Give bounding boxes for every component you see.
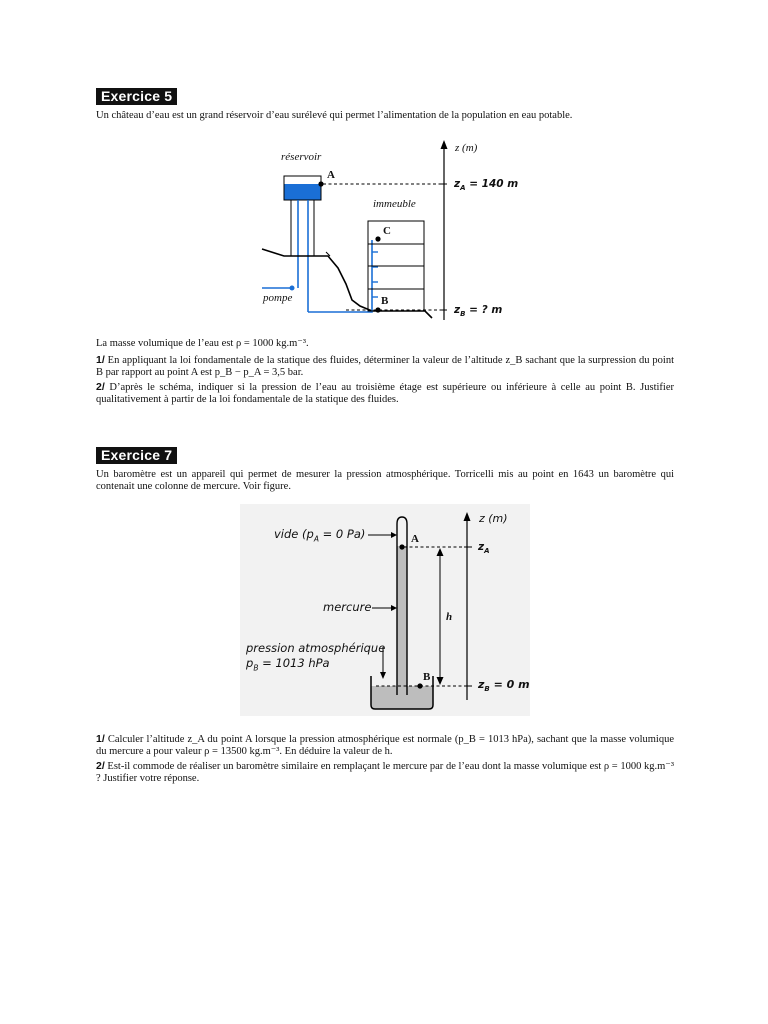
baro-label-B: B [423, 671, 431, 683]
label-zA-140: $z_A = 140$ m [454, 178, 519, 193]
exercise-7-intro: Un baromètre est un appareil qui permet de mesurer la pression atmosphérique. Torricelli mis au point en 1643 un baromètre qui contenait une colonne de mercure. Voir figure. [96, 469, 674, 492]
label-pression-atmospherique: pression atmosphérique [246, 641, 386, 655]
exercise-5-question-2: 2/ D’après le schéma, indiquer si la pression de l’eau au troisième étage est supérieure ou inférieure à celle au point B. Justifier qualitativement à partir de la loi fondamentale de la statique des fluides. [96, 381, 675, 405]
label-zB-unknown: $z_B$ = ? m [454, 304, 503, 319]
exercise-5-density: La masse volumique de l’eau est ρ = 1000 kg.m⁻³. [96, 338, 309, 349]
exercise-7-title: Exercice 7 [96, 447, 177, 464]
tube-mercury [397, 546, 407, 695]
label-pompe: pompe [263, 292, 293, 304]
label-point-C: C [383, 225, 391, 237]
baro-point-A [399, 544, 404, 549]
baro-axis-label-z: z (m) [479, 512, 508, 525]
label-reservoir: réservoir [281, 151, 322, 163]
baro-label-zB-0: $z_B = 0$ m [478, 678, 530, 694]
label-vide: vide ($p_A = 0$ Pa) [274, 527, 366, 544]
label-h: h [446, 611, 453, 623]
exercise-5-intro: Un château d’eau est un grand réservoir d’eau surélevé qui permet l’alimentation de la population en eau potable. [96, 110, 573, 121]
label-point-A: A [327, 169, 335, 181]
exercise-7-question-1: 1/ Calculer l’altitude z_A du point A lorsque la pression atmosphérique est normale (p_B = 1013 hPa), sachant que la masse volumique du mercure a pour valeur ρ = 13500 kg.m⁻³. En déduire la valeur de h. [96, 733, 674, 757]
label-mercure: mercure [323, 600, 372, 614]
label-pB-1013: $p_B = 1013$ hPa [246, 656, 330, 673]
baro-label-A: A [411, 533, 419, 545]
label-point-B: B [381, 295, 389, 307]
exercise-5-question-1: 1/ En appliquant la loi fondamentale de la statique des fluides, déterminer la valeur de l’altitude z_B sachant que la surpression du point B par rapport au point A est p_B − p_A = 3,5 bar. [96, 354, 674, 378]
axis-label-z: z (m) [455, 142, 478, 154]
baro-label-zA: $z_A$ [478, 541, 490, 556]
label-immeuble: immeuble [373, 198, 416, 210]
exercise-5-title: Exercice 5 [96, 88, 177, 105]
exercise-7-question-2: 2/ Est-il commode de réaliser un baromètre similaire en remplaçant le mercure par de l’eau dont la masse volumique est ρ = 1000 kg.m⁻³ ? Justifier votre réponse. [96, 760, 674, 784]
